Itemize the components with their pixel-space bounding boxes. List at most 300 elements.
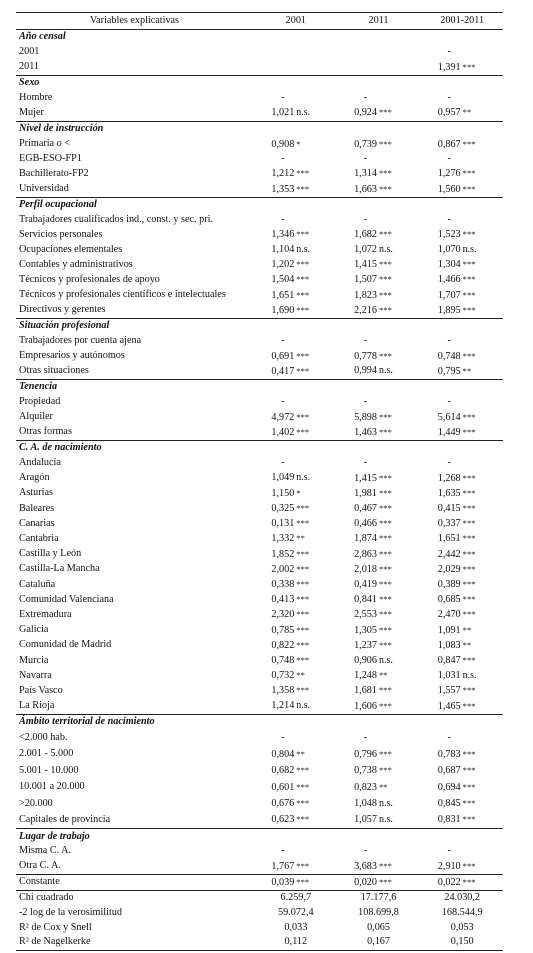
- value-cell: [253, 638, 336, 653]
- value-cell: [253, 683, 336, 698]
- significance-marker: ***: [296, 579, 310, 590]
- significance-marker: ***: [296, 814, 310, 825]
- significance-marker: ***: [296, 563, 310, 574]
- coefficient-value: 2,910: [437, 860, 461, 872]
- value-cell: [253, 349, 336, 364]
- coefficient-value: 1,237: [354, 639, 377, 651]
- significance-marker: ***: [462, 548, 476, 559]
- coefficient-value: 0,694: [437, 781, 461, 793]
- significance-marker: ***: [462, 518, 476, 529]
- significance-marker: ***: [378, 765, 392, 776]
- row-label: Comunidad de Madrid: [19, 639, 112, 651]
- significance-marker: **: [462, 365, 472, 376]
- significance-marker: ***: [296, 518, 310, 529]
- value-cell: [253, 699, 336, 715]
- significance-marker: ***: [462, 798, 476, 808]
- value-cell: [418, 746, 503, 762]
- header-variables: Variables explicativas: [16, 13, 253, 30]
- significance-marker: ***: [378, 426, 392, 437]
- coefficient-value: 0,841: [354, 594, 377, 606]
- coefficient-value: 0,732: [271, 670, 295, 682]
- coefficient-value: -: [281, 731, 285, 743]
- coefficient-value: 0,325: [271, 503, 295, 514]
- statistic-value: 0,053: [450, 921, 474, 933]
- table-row: [16, 683, 503, 698]
- coefficient-value: -: [363, 335, 368, 347]
- coefficient-value: 1,402: [271, 426, 295, 438]
- significance-marker: ***: [378, 579, 392, 590]
- significance-marker: ***: [378, 700, 392, 711]
- significance-marker: ***: [462, 503, 476, 513]
- value-cell: [418, 456, 503, 471]
- coefficient-value: 1,346: [271, 229, 295, 241]
- value-cell: [336, 547, 419, 562]
- significance-marker: ***: [296, 548, 310, 559]
- value-cell: [253, 334, 336, 349]
- row-label: 2.001 - 5.000: [19, 748, 74, 760]
- value-cell: [418, 592, 503, 607]
- table-row: [16, 795, 503, 811]
- table-row: [16, 60, 503, 76]
- coefficient-value: 0,682: [271, 765, 295, 777]
- statistic-row: [16, 920, 503, 935]
- row-label: Cataluña: [19, 578, 56, 590]
- coefficient-value: 2,018: [354, 563, 377, 575]
- significance-marker: ***: [296, 876, 310, 887]
- coefficient-value: 1,212: [271, 168, 295, 180]
- value-cell: [418, 547, 503, 562]
- coefficient-value: 1,304: [437, 259, 461, 271]
- value-cell: [336, 166, 419, 181]
- coefficient-value: 2,029: [437, 563, 461, 575]
- coefficient-value: -: [447, 731, 451, 743]
- coefficient-value: 0,831: [437, 814, 461, 826]
- row-label: Cantabria: [19, 532, 59, 544]
- significance-marker: ***: [462, 61, 476, 72]
- value-cell: [418, 501, 503, 516]
- significance-marker: ***: [378, 748, 392, 759]
- coefficient-value: 0,131: [271, 518, 295, 530]
- table-row: [16, 763, 503, 779]
- coefficient-value: 0,687: [437, 765, 461, 777]
- value-cell: [336, 303, 419, 319]
- value-cell: [336, 364, 419, 380]
- significance-marker: ***: [462, 168, 476, 179]
- value-cell: [418, 395, 503, 410]
- coefficient-value: 1,083: [437, 639, 461, 651]
- table-row: [16, 592, 503, 607]
- statistic-value: 6.259,7: [253, 891, 336, 906]
- coefficient-value: 1,202: [271, 259, 295, 271]
- significance-marker: ***: [378, 487, 392, 498]
- coefficient-value: 2,216: [354, 304, 377, 316]
- significance-marker: ***: [296, 426, 310, 437]
- coefficient-value: 1,463: [354, 426, 377, 438]
- coefficient-value: -: [363, 91, 368, 103]
- coefficient-value: 1,358: [271, 685, 295, 697]
- coefficient-value: -: [363, 396, 368, 408]
- coefficient-value: 0,022: [437, 876, 461, 888]
- table-row: [16, 699, 503, 715]
- value-cell: [336, 592, 419, 607]
- table-row: [16, 182, 503, 198]
- significance-marker: n.s.: [378, 243, 393, 255]
- coefficient-value: 0,823: [354, 781, 377, 793]
- row-label: Castilla-La Mancha: [19, 563, 100, 575]
- row-label: Técnicos y profesionales científicos e intelectuales: [19, 289, 226, 301]
- row-label: EGB-ESO-FP1: [19, 152, 82, 164]
- value-cell: [253, 859, 336, 875]
- table-row: [16, 227, 503, 242]
- regression-table: [16, 12, 503, 951]
- value-cell: [336, 699, 419, 715]
- coefficient-value: 1,852: [271, 548, 295, 560]
- row-label: Aragón: [19, 472, 50, 484]
- significance-marker: n.s.: [378, 813, 393, 825]
- table-header-row: [16, 13, 503, 30]
- coefficient-value: 1,606: [354, 700, 377, 712]
- coefficient-value: -: [281, 91, 285, 103]
- coefficient-value: -: [281, 152, 285, 164]
- value-cell: [336, 213, 419, 228]
- coefficient-value: 0,685: [437, 594, 461, 606]
- value-cell: [253, 166, 336, 181]
- coefficient-value: 1,049: [271, 472, 295, 484]
- significance-marker: ***: [378, 350, 392, 361]
- coefficient-value: 0,796: [354, 748, 377, 760]
- value-cell: [253, 486, 336, 501]
- significance-marker: ***: [296, 609, 310, 620]
- value-cell: [253, 779, 336, 795]
- significance-marker: ***: [462, 609, 476, 620]
- value-cell: [418, 730, 503, 746]
- coefficient-value: 0,783: [437, 748, 461, 760]
- coefficient-value: 1,507: [354, 274, 377, 286]
- coefficient-value: 1,681: [354, 685, 377, 697]
- table-row: [16, 334, 503, 349]
- coefficient-value: 0,908: [271, 138, 295, 150]
- row-label: Universidad: [19, 183, 69, 195]
- significance-marker: ***: [378, 518, 392, 529]
- coefficient-value: -: [447, 46, 451, 58]
- table-row: [16, 257, 503, 272]
- coefficient-value: 1,707: [437, 289, 461, 301]
- value-cell: [418, 364, 503, 380]
- coefficient-value: 1,874: [354, 533, 377, 545]
- coefficient-value: 1,466: [437, 274, 461, 286]
- value-cell: [253, 844, 336, 859]
- header-2001-2011: 2001-2011: [418, 13, 503, 30]
- coefficient-value: 0,822: [271, 639, 295, 651]
- value-cell: [418, 471, 503, 486]
- value-cell: [336, 844, 419, 859]
- statistic-row: [16, 891, 503, 906]
- section-header-row: [16, 121, 503, 137]
- coefficient-value: 0,020: [354, 876, 377, 888]
- table-row: [16, 486, 503, 501]
- coefficient-value: 1,248: [354, 670, 377, 682]
- value-cell: [418, 137, 503, 152]
- table-row: [16, 653, 503, 668]
- row-label: Primaria o <: [19, 138, 71, 150]
- coefficient-value: -: [281, 396, 285, 408]
- value-cell: [418, 152, 503, 167]
- significance-marker: ***: [378, 183, 392, 194]
- value-cell: [418, 623, 503, 638]
- section-header-row: [16, 75, 503, 91]
- coefficient-value: -: [363, 845, 368, 857]
- significance-marker: ***: [378, 639, 392, 650]
- significance-marker: **: [378, 781, 388, 792]
- value-cell: [253, 763, 336, 779]
- value-cell: [418, 60, 503, 76]
- section-header-row: [16, 829, 503, 845]
- statistic-value: 24.030,2: [418, 891, 503, 906]
- table-row: [16, 425, 503, 441]
- value-cell: [253, 425, 336, 441]
- statistic-value: 0,112: [253, 935, 336, 950]
- value-cell: [253, 410, 336, 425]
- value-cell: [253, 137, 336, 152]
- row-label: <2.000 hab.: [19, 731, 68, 743]
- significance-marker: ***: [462, 748, 476, 759]
- coefficient-value: 0,785: [271, 624, 295, 636]
- row-label: R² de Cox y Snell: [19, 921, 92, 933]
- table-row: [16, 456, 503, 471]
- value-cell: [336, 623, 419, 638]
- coefficient-value: 2,442: [437, 548, 461, 560]
- significance-marker: ***: [296, 183, 310, 194]
- significance-marker: ***: [296, 411, 310, 422]
- table-row: [16, 303, 503, 319]
- coefficient-value: 1,332: [271, 533, 295, 545]
- significance-marker: ***: [462, 781, 476, 792]
- statistic-value: 0,033: [284, 921, 308, 933]
- coefficient-value: 0,417: [271, 365, 295, 377]
- value-cell: [253, 746, 336, 762]
- value-cell: [418, 795, 503, 811]
- significance-marker: ***: [462, 655, 476, 666]
- value-cell: [336, 257, 419, 272]
- coefficient-value: -: [281, 845, 285, 857]
- coefficient-value: 0,748: [271, 655, 295, 667]
- coefficient-value: -: [447, 335, 451, 347]
- significance-marker: ***: [296, 168, 310, 179]
- value-cell: [336, 137, 419, 152]
- coefficient-value: 2,470: [437, 609, 461, 621]
- significance-marker: **: [462, 107, 472, 118]
- constant-row: [16, 874, 503, 890]
- coefficient-value: -: [447, 91, 451, 103]
- value-cell: [418, 859, 503, 875]
- value-cell: [418, 349, 503, 364]
- coefficient-value: -: [281, 213, 285, 225]
- value-cell: [336, 60, 419, 76]
- significance-marker: ***: [296, 274, 310, 285]
- table-row: [16, 288, 503, 303]
- header-2011: 2011: [336, 13, 419, 30]
- significance-marker: ***: [462, 533, 476, 544]
- header-2001: 2001: [253, 13, 336, 30]
- table-row: [16, 213, 503, 228]
- significance-marker: ***: [378, 533, 392, 544]
- table-row: [16, 730, 503, 746]
- table-row: [16, 501, 503, 516]
- coefficient-value: 1,504: [271, 274, 295, 286]
- table-row: [16, 272, 503, 287]
- coefficient-value: 1,021: [271, 106, 295, 118]
- significance-marker: ***: [462, 814, 476, 825]
- value-cell: [418, 425, 503, 441]
- value-cell: [418, 779, 503, 795]
- row-label: Empresarios y autónomos: [19, 350, 125, 362]
- table-row: [16, 562, 503, 577]
- value-cell: [253, 531, 336, 546]
- section-title: Nivel de instrucción: [16, 121, 503, 137]
- row-label: Misma C. A.: [19, 845, 72, 857]
- coefficient-value: 0,748: [437, 350, 461, 362]
- coefficient-value: 1,415: [354, 259, 377, 271]
- coefficient-value: 0,466: [354, 518, 377, 530]
- significance-marker: ***: [296, 639, 310, 650]
- value-cell: [336, 607, 419, 622]
- coefficient-value: 1,072: [354, 243, 377, 255]
- value-cell: [418, 874, 503, 890]
- value-cell: [253, 874, 336, 890]
- value-cell: [336, 653, 419, 668]
- significance-marker: ***: [378, 304, 392, 315]
- coefficient-value: 1,449: [437, 426, 461, 438]
- coefficient-value: 1,314: [354, 168, 377, 180]
- section-title: Tenencia: [16, 380, 503, 396]
- coefficient-value: -: [363, 213, 368, 225]
- value-cell: [418, 531, 503, 546]
- table-row: [16, 746, 503, 762]
- coefficient-value: 1,523: [437, 229, 461, 241]
- value-cell: [336, 272, 419, 287]
- row-label: R² de Nagelkerke: [16, 935, 253, 950]
- value-cell: [336, 425, 419, 441]
- significance-marker: ***: [296, 365, 310, 376]
- significance-marker: ***: [462, 411, 476, 422]
- row-label: Hombre: [19, 91, 53, 103]
- value-cell: [418, 257, 503, 272]
- value-cell: [253, 257, 336, 272]
- value-cell: [336, 486, 419, 501]
- value-cell: [253, 812, 336, 829]
- row-label: Baleares: [19, 502, 55, 514]
- value-cell: [253, 623, 336, 638]
- significance-marker: n.s.: [378, 654, 393, 666]
- value-cell: [253, 288, 336, 303]
- value-cell: [253, 562, 336, 577]
- significance-marker: ***: [462, 259, 476, 270]
- significance-marker: ***: [462, 472, 476, 483]
- table-row: [16, 137, 503, 152]
- value-cell: [253, 607, 336, 622]
- value-cell: [253, 547, 336, 562]
- significance-marker: ***: [296, 350, 310, 361]
- table-row: [16, 668, 503, 683]
- coefficient-value: 0,338: [271, 579, 295, 591]
- row-label: Capitales de provincia: [19, 813, 111, 825]
- significance-marker: ***: [378, 503, 392, 513]
- significance-marker: *: [296, 138, 301, 149]
- coefficient-value: -: [363, 152, 368, 164]
- value-cell: [336, 562, 419, 577]
- row-label: 2001: [19, 46, 40, 58]
- row-label: Trabajadores por cuenta ajena: [19, 335, 142, 347]
- coefficient-value: 5,614: [437, 411, 461, 423]
- value-cell: [418, 516, 503, 531]
- value-cell: [336, 779, 419, 795]
- coefficient-value: 0,413: [271, 594, 295, 606]
- table-row: [16, 105, 503, 121]
- statistic-value: 59.072,4: [277, 906, 314, 918]
- significance-marker: ***: [296, 503, 310, 513]
- row-label: Constante: [16, 874, 253, 890]
- row-label: Alquiler: [19, 411, 53, 423]
- row-label: Canarias: [19, 517, 55, 529]
- value-cell: [418, 683, 503, 698]
- table-row: [16, 410, 503, 425]
- significance-marker: ***: [462, 765, 476, 776]
- coefficient-value: 1,353: [271, 183, 295, 195]
- table-row: [16, 471, 503, 486]
- section-header-row: [16, 197, 503, 213]
- significance-marker: ***: [462, 426, 476, 437]
- coefficient-value: 2,002: [271, 563, 295, 575]
- table-row: [16, 516, 503, 531]
- significance-marker: ***: [378, 609, 392, 620]
- row-label: Galicia: [19, 624, 49, 636]
- table-row: [16, 844, 503, 859]
- row-label: Andalucía: [19, 457, 61, 469]
- coefficient-value: 0,676: [271, 798, 295, 809]
- table-row: [16, 623, 503, 638]
- section-title: Situación profesional: [16, 319, 503, 335]
- coefficient-value: 1,682: [354, 229, 377, 241]
- value-cell: [253, 668, 336, 683]
- value-cell: [253, 795, 336, 811]
- value-cell: [336, 334, 419, 349]
- significance-marker: ***: [462, 594, 476, 605]
- value-cell: [336, 152, 419, 167]
- table-row: [16, 607, 503, 622]
- value-cell: [336, 182, 419, 198]
- statistic-value: 17.177,6: [336, 891, 419, 906]
- section-title: Perfil ocupacional: [16, 197, 503, 213]
- significance-marker: ***: [296, 594, 310, 605]
- value-cell: [418, 638, 503, 653]
- significance-marker: n.s.: [296, 106, 311, 118]
- significance-marker: ***: [462, 579, 476, 590]
- value-cell: [418, 486, 503, 501]
- table-row: [16, 859, 503, 875]
- coefficient-value: 1,091: [437, 624, 461, 636]
- value-cell: [336, 395, 419, 410]
- significance-marker: **: [296, 670, 305, 681]
- coefficient-value: 1,057: [354, 813, 377, 825]
- coefficient-value: 0,389: [437, 579, 461, 591]
- row-label: Asturias: [19, 487, 53, 499]
- value-cell: [418, 844, 503, 859]
- coefficient-value: -: [447, 457, 451, 469]
- section-header-row: [16, 319, 503, 335]
- coefficient-value: 1,268: [437, 472, 461, 484]
- coefficient-value: 1,767: [271, 860, 295, 872]
- significance-marker: n.s.: [462, 669, 477, 681]
